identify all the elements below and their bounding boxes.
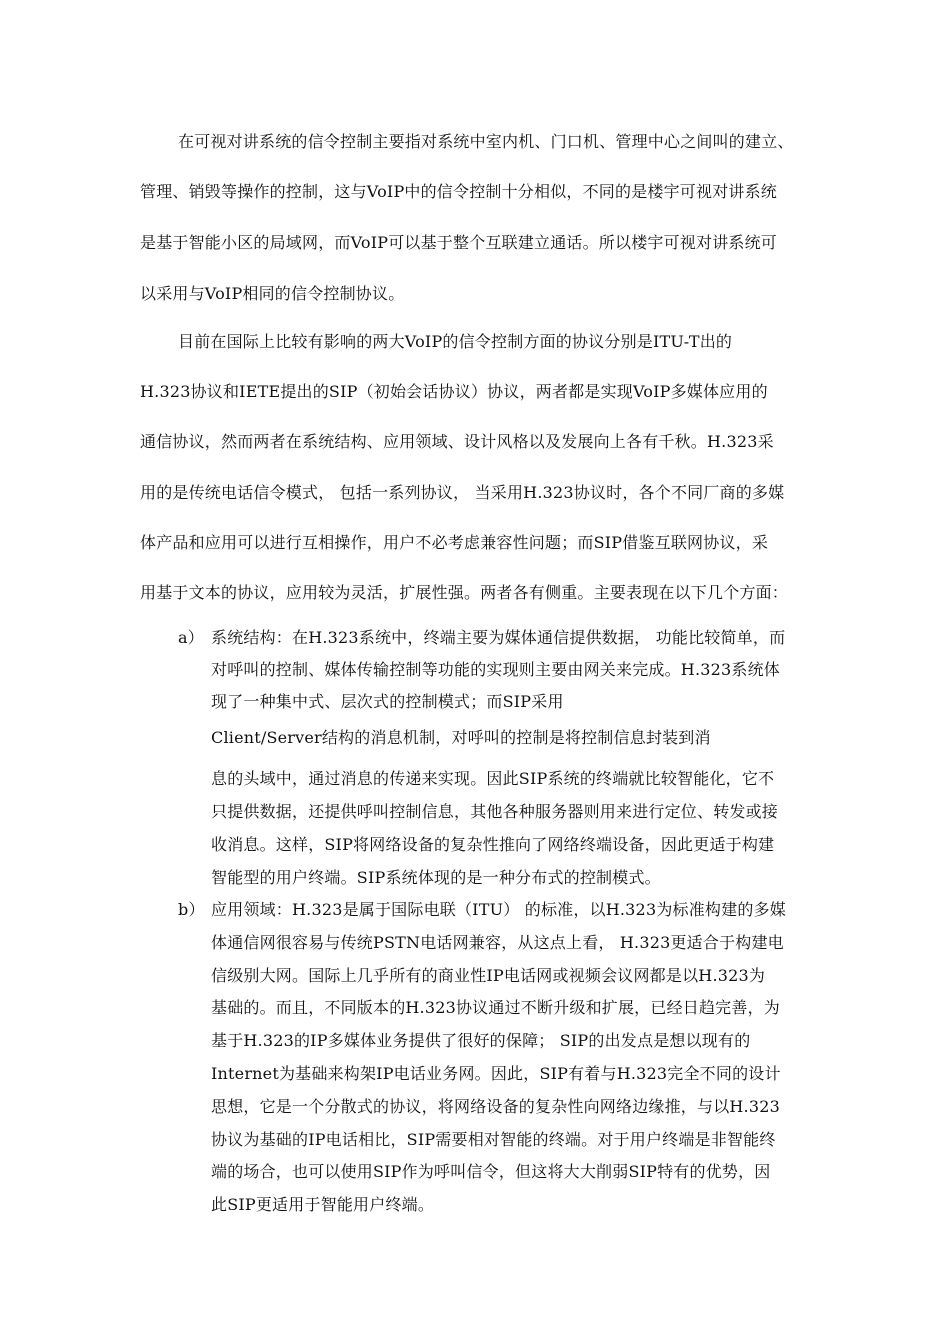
list-marker: b） [178, 900, 205, 919]
list-line: 智能型的用户终端。SIP系统体现的是一种分布式的控制模式。 [211, 868, 661, 887]
paragraph-line: 通信协议，然而两者在系统结构、应用领域、设计风格以及发展向上各有千秋。H.323采 [140, 432, 774, 451]
list-line: 此SIP更适用于智能用户终端。 [211, 1195, 435, 1214]
list-line: 体通信网很容易与传统PSTN电话网兼容，从这点上看， H.323更适合于构建电 [211, 933, 784, 952]
paragraph-line: 目前在国际上比较有影响的两大VoIP的信令控制方面的协议分别是ITU-T出的 [178, 332, 733, 351]
paragraph-line: 是基于智能小区的局域网，而VoIP可以基于整个互联建立通话。所以楼宇可视对讲系统可 [140, 233, 778, 252]
list-line: 协议为基础的IP电话相比，SIP需要相对智能的终端。对于用户终端是非智能终 [211, 1130, 776, 1149]
paragraph-line: 用的是传统电话信令模式， 包括一系列协议， 当采用H.323协议时，各个不同厂商的多媒 [140, 483, 785, 502]
paragraph-line: 管理、销毁等操作的控制，这与VoIP中的信令控制十分相似，不同的是楼宇可视对讲系统 [140, 182, 778, 201]
list-line: 思想，它是一个分散式的协议，将网络设备的复杂性向网络边缘推，与以H.323 [211, 1097, 780, 1116]
list-line: 端的场合，也可以使用SIP作为呼叫信令，但这将大大削弱SIP特有的优势，因 [211, 1162, 771, 1181]
paragraph-line: 体产品和应用可以进行互相操作，用户不必考虑兼容性问题；而SIP借鉴互联网协议，采 [140, 533, 769, 552]
list-line: Internet为基础来构架IP电话业务网。因此，SIP有着与H.323完全不同的设计 [211, 1064, 781, 1083]
list-line: 只提供数据，还提供呼叫控制信息，其他各种服务器则用来进行定位、转发或接 [211, 802, 779, 821]
paragraph-line: 在可视对讲系统的信令控制主要指对系统中室内机、门口机、管理中心之间叫的建立、 [178, 132, 794, 151]
list-line: 基于H.323的IP多媒体业务提供了很好的保障； SIP的出发点是想以现有的 [211, 1031, 751, 1050]
list-line: Client/Server结构的消息机制，对呼叫的控制是将控制信息封装到消 [211, 728, 711, 747]
list-line: 应用领域：H.323是属于国际电联（ITU） 的标准，以H.323为标准构建的多媒 [211, 900, 786, 919]
paragraph-line: 用基于文本的协议，应用较为灵活，扩展性强。两者各有侧重。主要表现在以下几个方面： [140, 583, 789, 602]
list-line: 收消息。这样，SIP将网络设备的复杂性推向了网络终端设备，因此更适于构建 [211, 835, 775, 854]
list-line: 息的头域中，通过消息的传递来实现。因此SIP系统的终端就比较智能化，它不 [211, 769, 775, 788]
list-marker: a） [178, 628, 204, 647]
list-line: 信级别大网。国际上几乎所有的商业性IP电话网或视频会议网都是以H.323为 [211, 966, 766, 985]
list-line: 对呼叫的控制、媒体传输控制等功能的实现则主要由网关来完成。H.323系统体 [211, 660, 780, 679]
paragraph-line: 以采用与VoIP相同的信令控制协议。 [140, 284, 405, 303]
paragraph-line: H.323协议和IETE提出的SIP（初始会话协议）协议，两者都是实现VoIP多媒体应用的 [140, 382, 768, 401]
list-line: 基础的。而且，不同版本的H.323协议通过不断升级和扩展，已经日趋完善，为 [211, 998, 780, 1017]
list-line: 系统结构：在H.323系统中，终端主要为媒体通信提供数据， 功能比较简单，而 [211, 628, 786, 647]
list-line: 现了一种集中式、层次式的控制模式；而SIP采用 [211, 692, 564, 711]
